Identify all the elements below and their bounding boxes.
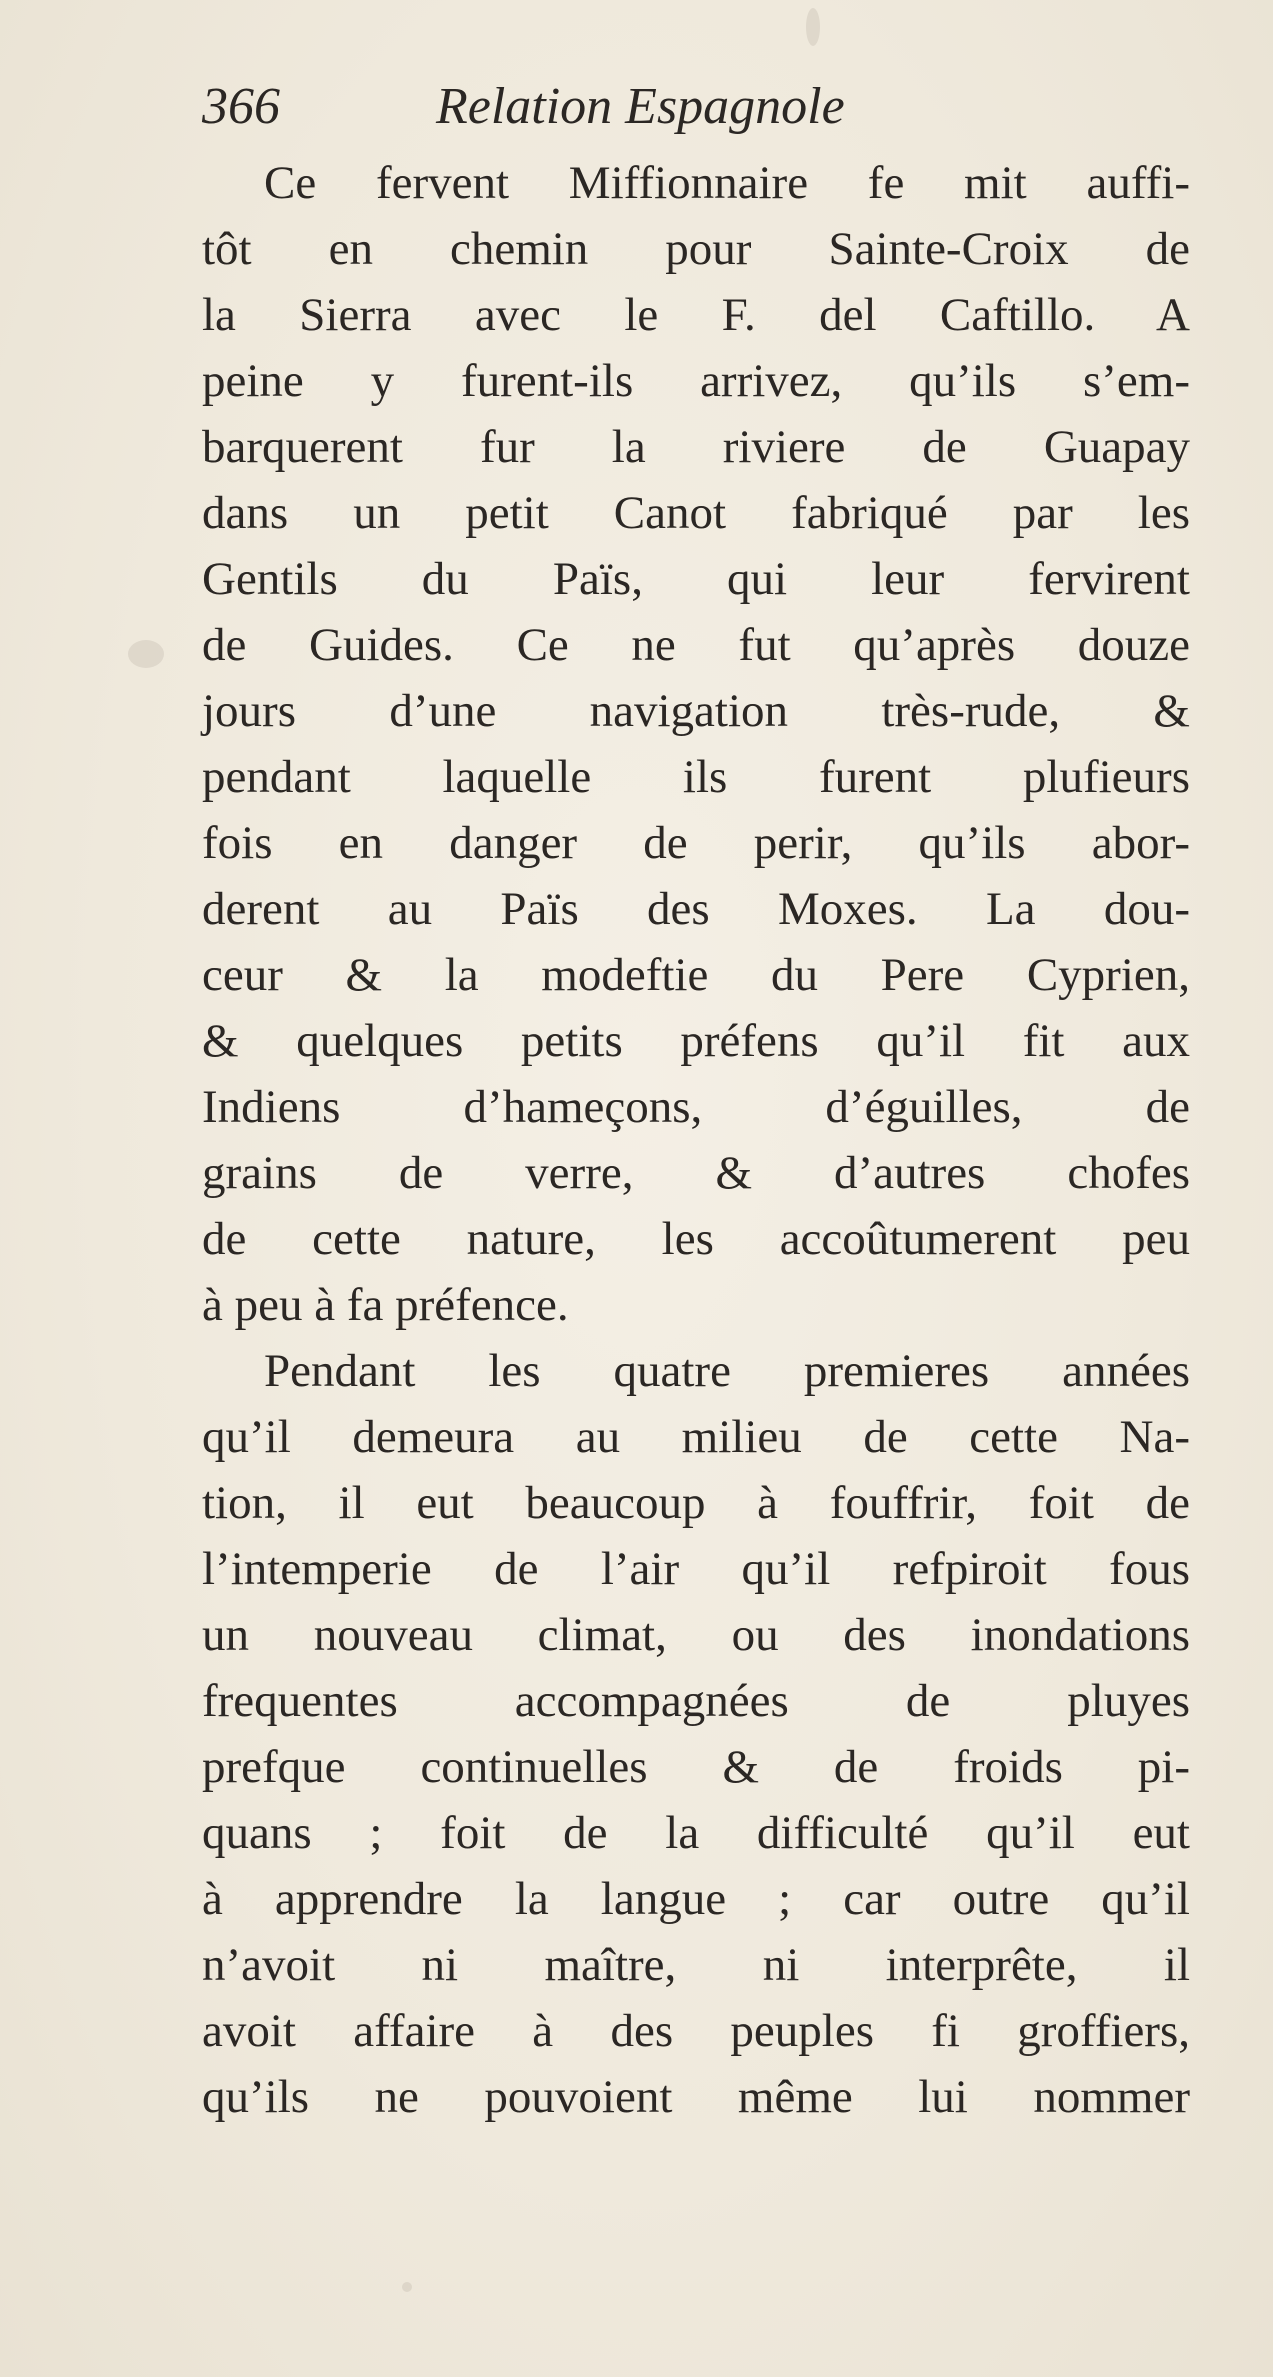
text-line: qu’ils ne pouvoient même lui nommer [202, 2071, 1190, 2123]
text-line: Ce fervent Miffionnaire fe mit auffi- [264, 157, 1190, 209]
running-head [202, 72, 1102, 142]
text-line: Gentils du Païs, qui leur fervirent [202, 553, 1190, 605]
text-line: de Guides. Ce ne fut qu’après douze [202, 619, 1190, 671]
text-line: n’avoit ni maître, ni interprête, il [202, 1939, 1190, 1991]
text-line: barquerent fur la riviere de Guapay [202, 421, 1190, 473]
text-line: de cette nature, les accoûtumerent peu [202, 1213, 1190, 1265]
text-line: Indiens d’hameçons, d’éguilles, de [202, 1081, 1190, 1133]
text-line: Pendant les quatre premieres années [264, 1345, 1190, 1397]
text-line: à apprendre la langue ; car outre qu’il [202, 1873, 1190, 1925]
text-line: avoit affaire à des peuples fi groffiers, [202, 2005, 1190, 2057]
text-line: la Sierra avec le F. del Caftillo. A [202, 289, 1190, 341]
text-line: prefque continuelles & de froids pi- [202, 1741, 1190, 1793]
page-number: 366 [202, 78, 280, 135]
text-line: grains de verre, & d’autres chofes [202, 1147, 1190, 1199]
text-line: quans ; foit de la difficulté qu’il eut [202, 1807, 1190, 1859]
text-line: dans un petit Canot fabriqué par les [202, 487, 1190, 539]
text-line: & quelques petits préfens qu’il fit aux [202, 1015, 1190, 1067]
text-line: frequentes accompagnées de pluyes [202, 1675, 1190, 1727]
text-line: tion, il eut beaucoup à fouffrir, foit de [202, 1477, 1190, 1529]
paper-stain [128, 640, 164, 668]
text-line: ceur & la modeftie du Pere Cyprien, [202, 949, 1190, 1001]
text-line: tôt en chemin pour Sainte-Croix de [202, 223, 1190, 275]
text-line: fois en danger de perir, qu’ils abor- [202, 817, 1190, 869]
text-line: l’intemperie de l’air qu’il refpiroit fous [202, 1543, 1190, 1595]
paper-mark [806, 8, 820, 46]
text-line: jours d’une navigation très-rude, & [202, 685, 1190, 737]
paper-speck [402, 2282, 412, 2292]
running-title: Relation Espagnole [436, 78, 845, 135]
text-line: derent au Païs des Moxes. La dou- [202, 883, 1190, 935]
text-line: pendant laquelle ils furent plufieurs [202, 751, 1190, 803]
text-line: qu’il demeura au milieu de cette Na- [202, 1411, 1190, 1463]
text-line: un nouveau climat, ou des inondations [202, 1609, 1190, 1661]
text-line: à peu à fa préfence. [202, 1279, 569, 1331]
text-line: peine y furent-ils arrivez, qu’ils s’em- [202, 355, 1190, 407]
